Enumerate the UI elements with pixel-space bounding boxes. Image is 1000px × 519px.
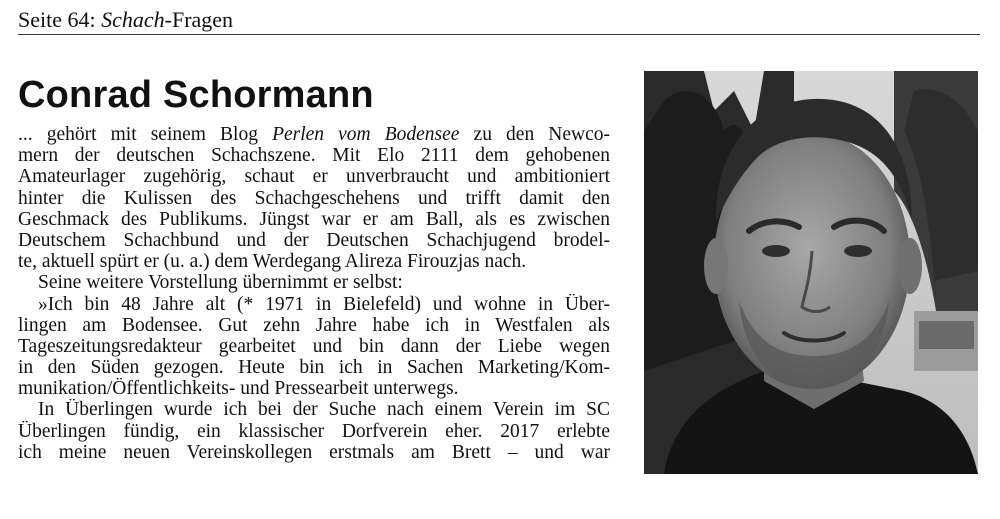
header-suffix: -Fragen xyxy=(164,7,234,32)
text-line xyxy=(18,124,610,145)
text-run: Tageszeitungsredakteur gearbeitet und bin dann der Liebe wegen xyxy=(18,335,610,357)
header-italic: Schach xyxy=(101,7,165,32)
header-prefix: Seite 64: xyxy=(18,7,102,32)
text-run: ich meine neuen Vereinskollegen erstmals am Brett – und war xyxy=(18,441,610,463)
portrait-photo xyxy=(644,71,978,474)
text-line xyxy=(18,209,610,230)
text-line xyxy=(18,442,610,463)
text-line xyxy=(18,421,610,442)
text-run: Geschmack des Publikums. Jüngst war er am Ball, als es zwischen xyxy=(18,208,610,230)
text-line xyxy=(18,145,610,166)
blog-name: Perlen vom Bodensee xyxy=(272,124,460,145)
text-line xyxy=(18,315,610,336)
text-run: munikation/Öffentlichkeits- und Pressearbeit unterwegs. xyxy=(18,378,459,400)
text-run: »Ich bin 48 Jahre alt (* 1971 in Bielefeld) und wohne in Über- xyxy=(38,293,610,315)
text-line xyxy=(18,251,610,272)
text-run: mern der deutschen Schachszene. Mit Elo 2111 dem gehobenen xyxy=(18,145,610,167)
text-run: lingen am Bodensee. Gut zehn Jahre habe ich in Westfalen als xyxy=(18,314,610,336)
text-line xyxy=(18,378,610,399)
text-run: ... gehört mit seinem Blog xyxy=(18,124,273,145)
text-line xyxy=(18,230,610,251)
text-run: zu den Newco- xyxy=(459,124,610,145)
text-line xyxy=(18,272,610,293)
text-run: Überlingen fündig, ein klassischer Dorfverein eher. 2017 erlebte xyxy=(18,420,610,442)
text-run: te, aktuell spürt er (u. a.) dem Werdegang Alireza Firouzjas nach. xyxy=(18,251,527,273)
text-run: Seine weitere Vorstellung übernimmt er selbst: xyxy=(38,272,403,294)
text-run: In Überlingen wurde ich bei der Suche nach einem Verein im SC xyxy=(38,399,610,421)
text-line xyxy=(18,336,610,357)
article-body xyxy=(18,124,610,463)
text-line xyxy=(18,166,610,187)
text-line xyxy=(18,188,610,209)
text-run: Deutschem Schachbund und der Deutschen Schachjugend brodel- xyxy=(18,229,610,251)
text-run: hinter die Kulissen des Schachgeschehens und trifft damit den xyxy=(18,187,610,209)
page-header xyxy=(18,6,980,35)
text-line xyxy=(18,357,610,378)
article-title: Conrad Schormann xyxy=(18,74,374,116)
text-line xyxy=(18,294,610,315)
text-run: Amateurlager zugehörig, schaut er unverbraucht und ambitioniert xyxy=(18,166,610,188)
text-run: in den Süden gezogen. Heute bin ich in Sachen Marketing/Kom- xyxy=(18,357,610,379)
text-line xyxy=(18,399,610,420)
